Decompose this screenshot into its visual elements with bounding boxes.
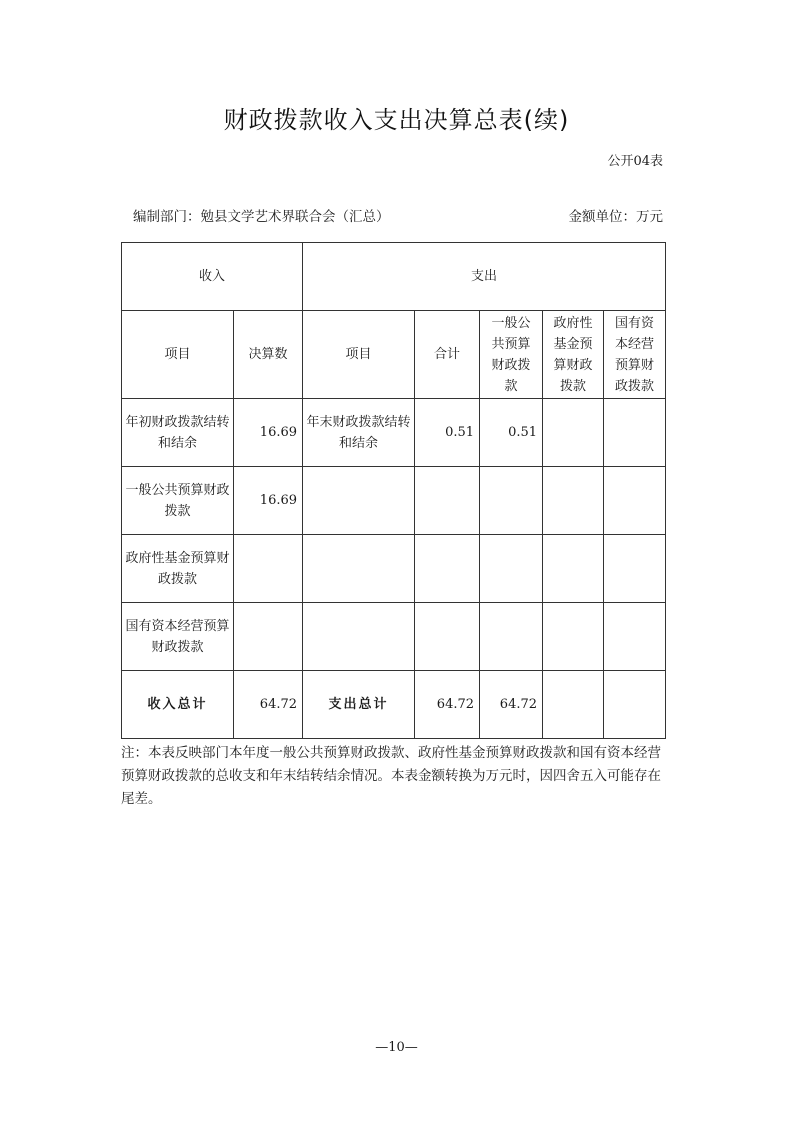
col-general-public: 一般公共预算财政拨款 xyxy=(480,311,543,399)
table-code: 公开04表 xyxy=(607,154,663,169)
income-item: 政府性基金预算财政拨款 xyxy=(122,535,234,603)
compiling-department: 编制部门：勉县文学艺术界联合会（汇总） xyxy=(133,209,390,225)
income-total-amount: 64.72 xyxy=(234,671,303,739)
expense-total xyxy=(415,603,480,671)
income-amount: 16.69 xyxy=(234,399,303,467)
income-item: 年初财政拨款结转和结余 xyxy=(122,399,234,467)
expense-header: 支出 xyxy=(303,243,666,311)
appropriation-table xyxy=(121,242,666,739)
expense-total: 0.51 xyxy=(415,399,480,467)
footnote: 注：本表反映部门本年度一般公共预算财政拨款、政府性基金预算财政拨款和国有资本经营预算财政拨款的总收支和年末结转结余情况。本表金额转换为万元时，因四舍五入可能存在尾差。 xyxy=(121,745,661,807)
general-public-total: 64.72 xyxy=(480,671,543,739)
page-title: 财政拨款收入支出决算总表(续) xyxy=(223,106,570,134)
table-row xyxy=(122,603,666,671)
gov-fund-amount xyxy=(543,603,604,671)
expense-item xyxy=(303,535,415,603)
income-total-label: 收入总计 xyxy=(122,671,234,739)
col-income-item: 项目 xyxy=(122,311,234,399)
gov-fund-amount xyxy=(543,467,604,535)
state-capital-total xyxy=(604,671,666,739)
state-capital-amount xyxy=(604,467,666,535)
col-income-amount: 决算数 xyxy=(234,311,303,399)
col-state-capital: 国有资本经营预算财政拨款 xyxy=(604,311,666,399)
expense-total-amount: 64.72 xyxy=(415,671,480,739)
expense-item xyxy=(303,603,415,671)
gov-fund-amount xyxy=(543,535,604,603)
table-row xyxy=(122,467,666,535)
amount-unit: 金额单位：万元 xyxy=(568,209,663,225)
col-expense-item: 项目 xyxy=(303,311,415,399)
col-total: 合计 xyxy=(415,311,480,399)
table-row xyxy=(122,535,666,603)
state-capital-amount xyxy=(604,399,666,467)
state-capital-amount xyxy=(604,535,666,603)
general-public-amount xyxy=(480,603,543,671)
gov-fund-amount xyxy=(543,399,604,467)
page-number: —10— xyxy=(375,1040,418,1055)
general-public-amount: 0.51 xyxy=(480,399,543,467)
income-header: 收入 xyxy=(122,243,303,311)
expense-item xyxy=(303,467,415,535)
income-item: 一般公共预算财政拨款 xyxy=(122,467,234,535)
expense-total xyxy=(415,467,480,535)
income-item: 国有资本经营预算财政拨款 xyxy=(122,603,234,671)
group-header-row xyxy=(122,243,666,311)
table-row xyxy=(122,399,666,467)
col-gov-fund: 政府性基金预算财政拨款 xyxy=(543,311,604,399)
expense-item: 年末财政拨款结转和结余 xyxy=(303,399,415,467)
totals-row xyxy=(122,671,666,739)
income-amount: 16.69 xyxy=(234,467,303,535)
expense-total xyxy=(415,535,480,603)
general-public-amount xyxy=(480,467,543,535)
income-amount xyxy=(234,603,303,671)
general-public-amount xyxy=(480,535,543,603)
gov-fund-total xyxy=(543,671,604,739)
income-amount xyxy=(234,535,303,603)
expense-total-label: 支出总计 xyxy=(303,671,415,739)
state-capital-amount xyxy=(604,603,666,671)
column-header-row xyxy=(122,311,666,399)
